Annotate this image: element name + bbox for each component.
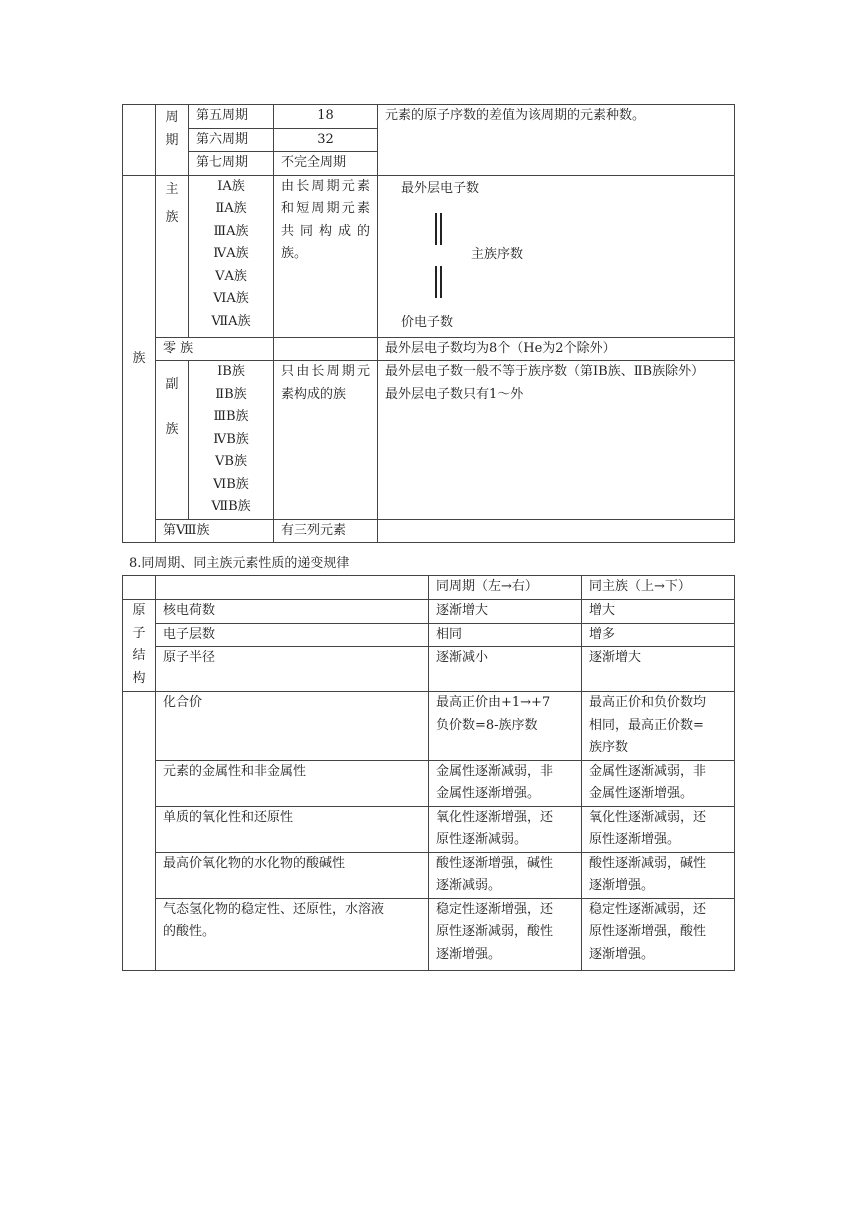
blank-cell [123,105,156,176]
property-name: 电子层数 [156,623,429,647]
property-name: 单质的氧化性和还原性 [156,806,429,852]
sub-group-note: 最外层电子数一般不等于族序数（第ⅠB族、ⅡB族除外） [385,364,705,379]
property-name: 化合价 [156,692,429,761]
period-count: 18 [274,105,378,129]
periodic-table-summary [122,104,735,543]
period-trend: 最高正价由+1→+7 负价数=8-族序数 [429,692,582,761]
atom-structure-label: 原 子 结 构 [123,600,156,692]
zero-group-note: 最外层电子数均为8个（He为2个除外） [378,337,735,361]
blank-cell [123,692,156,971]
period-label: 周 期 [156,105,189,176]
group-trend: 增多 [582,623,735,647]
outer-electron-label: 最外层电子数 [401,180,480,196]
group-trend: 金属性逐渐减弱，非 金属性逐渐增强。 [582,760,735,806]
sub-group-desc: 只由长周期元素构成的族 [274,361,378,520]
blank-cell [274,337,378,361]
period-trend: 金属性逐渐减弱，非 金属性逐渐增强。 [429,760,582,806]
period-count: 不完全周期 [274,152,378,176]
period-trend: 酸性逐渐增强，碱性 逐渐减弱。 [429,852,582,898]
main-group-list: ⅠA族 ⅡA族 ⅢA族 ⅣA族 ⅤA族 ⅥA族 ⅦA族 [189,175,274,337]
period-trend: 相同 [429,623,582,647]
main-group-desc: 由长周期元素和短周期元素共同构成的族。 [274,175,378,337]
group-trend: 酸性逐渐减弱，碱性 逐渐增强。 [582,852,735,898]
period-trend: 逐渐增大 [429,600,582,624]
section-caption: 8.同周期、同主族元素性质的递变规律 [129,556,350,571]
sub-group-list: ⅠB族 ⅡB族 ⅢB族 ⅣB族 ⅤB族 ⅥB族 ⅦB族 [189,361,274,520]
blank-cell [156,576,429,600]
main-group-diagram [378,175,735,337]
equals-bar-icon [435,266,442,298]
property-name: 最高价氧化物的水化物的酸碱性 [156,852,429,898]
group-trend: 增大 [582,600,735,624]
property-trend-table [122,575,735,971]
period-count: 32 [274,128,378,152]
period-name: 第七周期 [189,152,274,176]
equals-bar-icon [435,213,442,245]
property-name: 元素的金属性和非金属性 [156,760,429,806]
period-trend: 稳定性逐渐增强，还 原性逐渐减弱，酸性 逐渐增强。 [429,898,582,970]
period-trend: 逐渐减小 [429,647,582,692]
sub-group-note: 最外层电子数只有1～外 [385,386,524,402]
group-label: 族 [123,175,156,543]
group-trend: 最高正价和负价数均 相同，最高正价数= 族序数 [582,692,735,761]
period-name: 第五周期 [189,105,274,129]
period-note: 元素的原子序数的差值为该周期的元素种数。 [378,105,735,176]
group-viii-label: 第Ⅷ族 [156,519,274,543]
period-name: 第六周期 [189,128,274,152]
group-trend: 氧化性逐渐减弱，还 原性逐渐增强。 [582,806,735,852]
property-name: 原子半径 [156,647,429,692]
blank-cell [123,576,156,600]
sub-group-label: 副 族 [156,361,189,520]
property-name: 核电荷数 [156,600,429,624]
header-same-period: 同周期（左→右） [429,576,582,600]
zero-group-label: 零 族 [156,337,274,361]
group-trend: 稳定性逐渐减弱，还 原性逐渐增强，酸性 逐渐增强。 [582,898,735,970]
blank-cell [378,519,735,543]
sub-group-notes [378,361,735,520]
group-viii-desc: 有三列元素 [274,519,378,543]
valence-electron-label: 价电子数 [401,314,454,330]
group-number-label: 主族序数 [471,246,524,262]
header-same-group: 同主族（上→下） [582,576,735,600]
property-name: 气态氢化物的稳定性、还原性，水溶液 的酸性。 [156,898,429,970]
main-group-label: 主 族 [156,175,189,337]
period-trend: 氧化性逐渐增强，还 原性逐渐减弱。 [429,806,582,852]
group-trend: 逐渐增大 [582,647,735,692]
